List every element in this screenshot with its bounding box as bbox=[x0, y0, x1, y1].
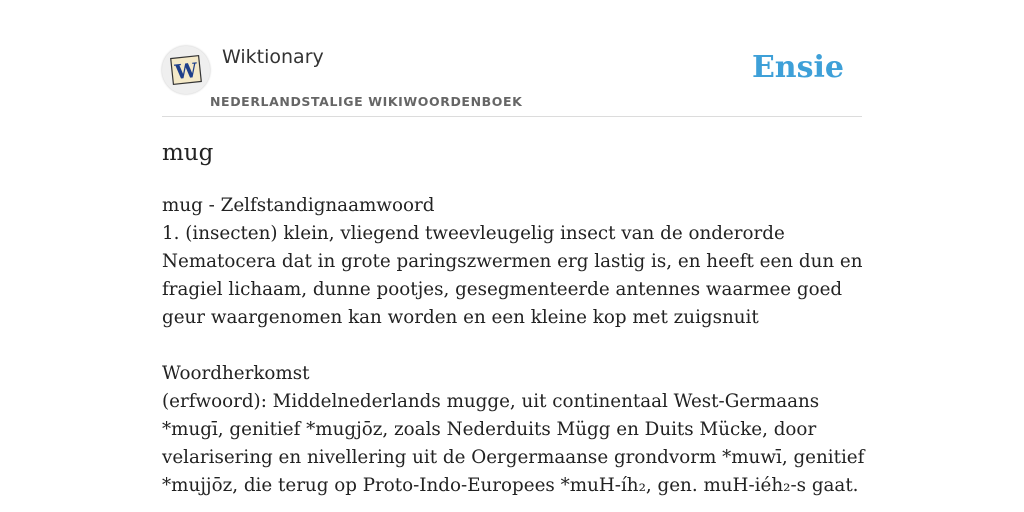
entry-content bbox=[162, 192, 874, 500]
site-title[interactable]: Wiktionary bbox=[222, 46, 324, 68]
site-subtitle: NEDERLANDSTALIGE WIKIWOORDENBOEK bbox=[210, 94, 523, 109]
spacer bbox=[162, 332, 874, 360]
site-header bbox=[162, 40, 862, 117]
wiktionary-logo-icon[interactable] bbox=[162, 46, 210, 94]
svg-text:W: W bbox=[173, 57, 199, 85]
definition-text: 1. (insecten) klein, vliegend tweevleugelig insect van de onderorde Nematocera dat in grote paringszwermen erg lastig is, en heeft een dun en fragiel lichaam, dunne pootjes, gesegmenteerde antennes waarmee goed geur waargenomen kan worden en een kleine kop met zuigsnuit bbox=[162, 223, 863, 328]
etymology-heading: Woordherkomst bbox=[162, 363, 310, 384]
etymology-text: (erfwoord): Middelnederlands mugge, uit continentaal West-Germaans *mugī, genitief *mugjōz, zoals Nederduits Mügg en Duits Mücke, door velarisering en nivellering uit de Oergermaanse grondvorm *muwī, genitief *mujjōz, die terug op Proto-Indo-Europees *muH-íh₂, gen. muH-iéh₂-s gaat. bbox=[162, 391, 865, 496]
part-of-speech-line: mug - Zelfstandignaamwoord bbox=[162, 195, 435, 216]
page-title: mug bbox=[162, 140, 214, 166]
wiktionary-tile-icon bbox=[169, 53, 203, 87]
brand-logo[interactable]: Ensie bbox=[751, 50, 844, 85]
